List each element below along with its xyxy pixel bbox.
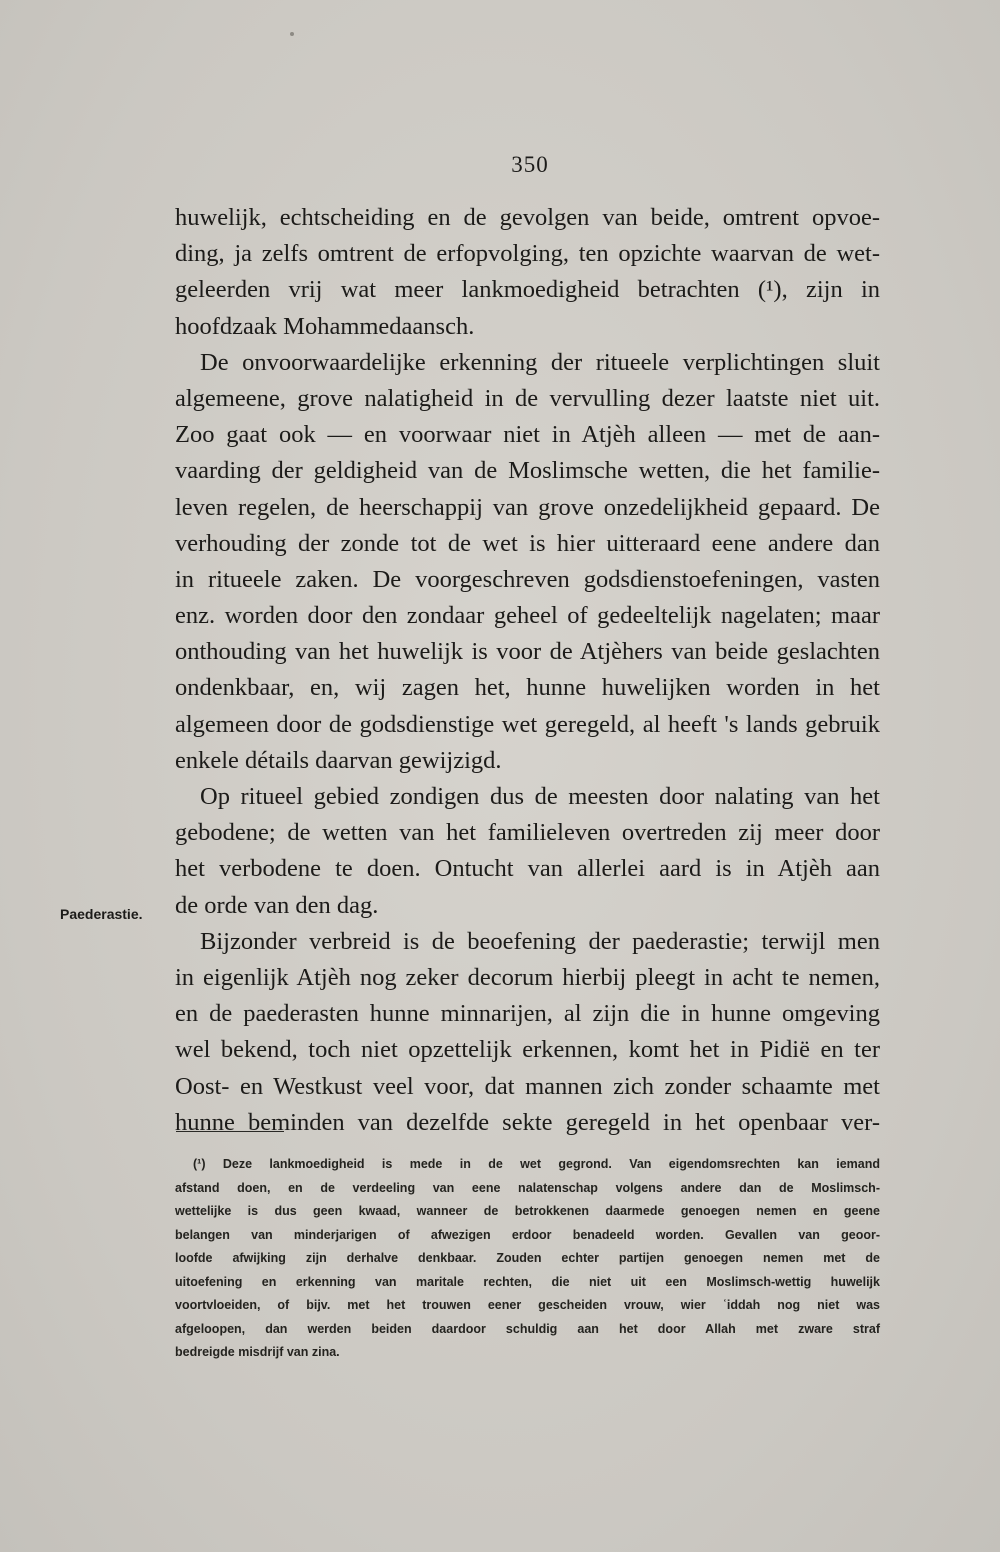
footnote-line: loofde afwijking zijn derhalve denkbaar. Zouden echter partijen genoegen nemen met de — [175, 1251, 880, 1265]
body-line: hoofdzaak Mohammedaansch. — [175, 312, 475, 340]
body-line: geleerden vrij wat meer lankmoedigheid betrachten (¹), zijn in — [175, 276, 880, 304]
footnote-line: voortvloeiden, of bijv. met het trouwen eener gescheiden vrouw, wier ʿiddah nog niet was — [175, 1298, 880, 1312]
footnote-line: bedreigde misdrijf van zina. — [175, 1345, 340, 1359]
margin-note-paederastie: Paederastie. — [60, 906, 143, 922]
body-line: in eigenlijk Atjèh nog zeker decorum hierbij pleegt in acht te nemen, — [175, 963, 880, 991]
body-line: Zoo gaat ook — en voorwaar niet in Atjèh alleen — met de aan- — [175, 421, 880, 449]
body-line: verhouding der zonde tot de wet is hier uitteraard eene andere dan — [175, 529, 880, 557]
body-text — [175, 200, 880, 1141]
body-line: ding, ja zelfs omtrent de erfopvolging, ten opzichte waarvan de wet- — [175, 240, 880, 268]
footnote-divider — [176, 1131, 284, 1132]
body-line: Oost- en Westkust veel voor, dat mannen zich zonder schaamte met — [175, 1072, 880, 1100]
body-line: gebodene; de wetten van het familieleven overtreden zij meer door — [175, 819, 880, 847]
body-line: het verbodene te doen. Ontucht van allerlei aard is in Atjèh aan — [175, 855, 880, 883]
footnote-line: (¹) Deze lankmoedigheid is mede in de wet gegrond. Van eigendomsrechten kan iemand — [193, 1157, 880, 1171]
body-line: leven regelen, de heerschappij van grove onzedelijkheid gepaard. De — [175, 493, 880, 521]
paper-speck — [290, 32, 294, 36]
body-line: wel bekend, toch niet opzettelijk erkennen, komt het in Pidië en ter — [175, 1036, 880, 1064]
footnote-line: wettelijke is dus geen kwaad, wanneer de betrokkenen daarmede genoegen nemen en geene — [175, 1204, 880, 1218]
body-line: algemeene, grove nalatigheid in de vervulling dezer laatste niet uit. — [175, 384, 880, 412]
body-line: De onvoorwaardelijke erkenning der ritueele verplichtingen sluit — [200, 348, 880, 376]
body-line: enz. worden door den zondaar geheel of gedeeltelijk nagelaten; maar — [175, 602, 880, 630]
body-line: de orde van den dag. — [175, 891, 379, 919]
page-number: 350 — [511, 152, 549, 177]
body-line: vaarding der geldigheid van de Moslimsche wetten, die het familie- — [175, 457, 880, 485]
body-line: hunne beminden van dezelfde sekte geregeld in het openbaar ver- — [175, 1108, 880, 1136]
footnote-line: afstand doen, en de verdeeling van eene nalatenschap volgens andere dan de Moslimsch- — [175, 1180, 880, 1195]
footnote-line: uitoefening en erkenning van maritale rechten, die niet uit een Moslimsch-wettig huwelijk — [175, 1274, 880, 1289]
body-line: en de paederasten hunne minnarijen, al zijn die in hunne omgeving — [175, 1000, 880, 1028]
body-line: algemeen door de godsdienstige wet geregeld, al heeft 's lands gebruik — [175, 710, 880, 738]
footnote-line: belangen van minderjarigen of afwezigen erdoor benadeeld worden. Gevallen van geoor- — [175, 1227, 880, 1242]
body-line: Op ritueel gebied zondigen dus de meesten door nalating van het — [200, 783, 880, 810]
footnote-line: afgeloopen, dan werden beiden daardoor schuldig aan het door Allah met zware straf — [175, 1321, 880, 1336]
body-line: in ritueele zaken. De voorgeschreven godsdienstoefeningen, vasten — [175, 565, 880, 593]
footnote — [175, 1153, 880, 1365]
body-line: ondenkbaar, en, wij zagen het, hunne huwelijken worden in het — [175, 674, 880, 702]
body-line: onthouding van het huwelijk is voor de Atjèhers van beide geslachten — [175, 638, 880, 666]
body-line: enkele détails daarvan gewijzigd. — [175, 746, 502, 774]
body-line: Bijzonder verbreid is de beoefening der paederastie; terwijl men — [200, 927, 880, 955]
body-line: huwelijk, echtscheiding en de gevolgen van beide, omtrent opvoe- — [175, 204, 880, 231]
